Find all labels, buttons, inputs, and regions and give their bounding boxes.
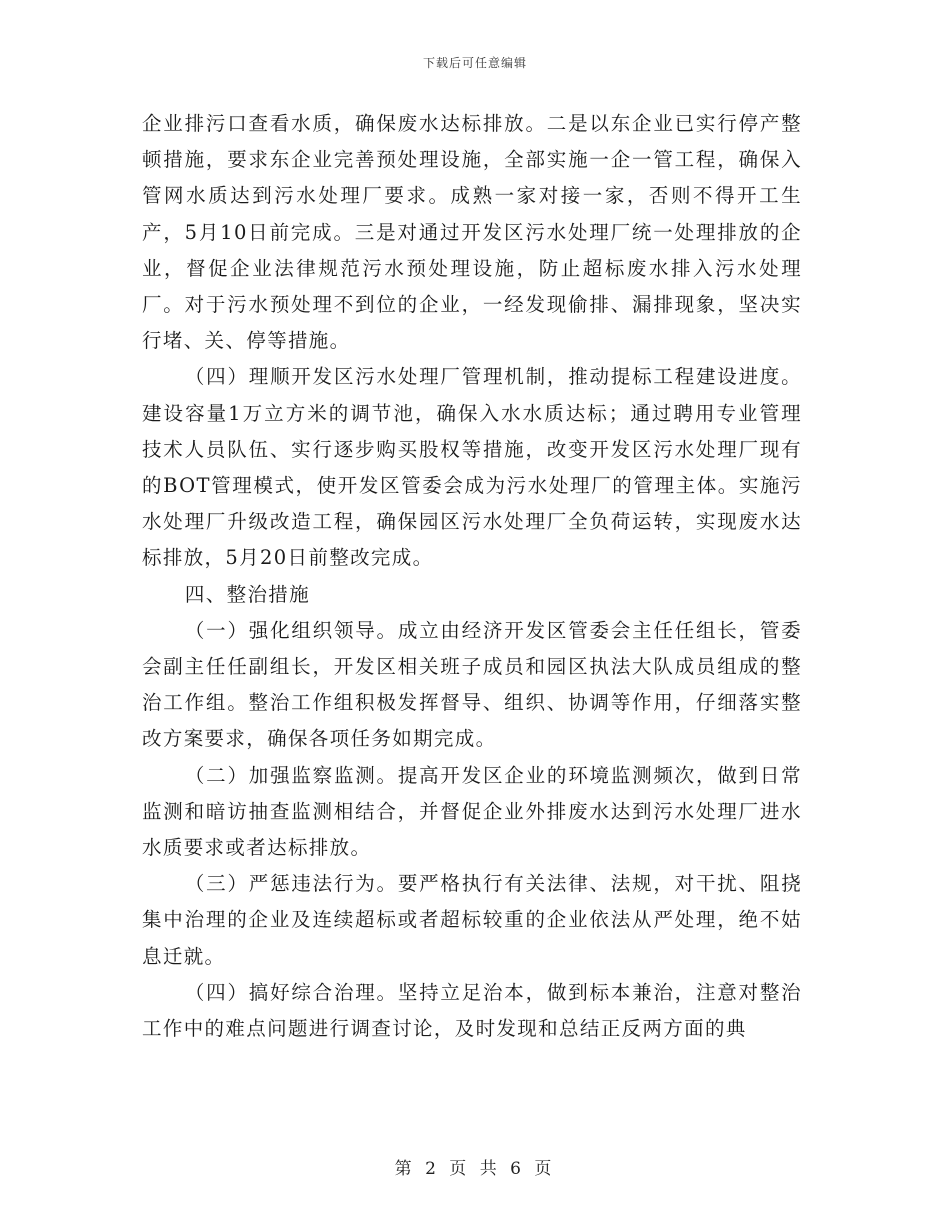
paragraph-6: （四）搞好综合治理。坚持立足治本，做到标本兼治，注意对整治工作中的难点问题进行调查讨论，及时发现和总结正反两方面的典 [142, 980, 802, 1041]
page-number: 第 2 页 共 6 页 [394, 1159, 556, 1179]
paragraph-3: （一）强化组织领导。成立由经济开发区管委会主任任组长，管委会副主任任副组长，开发区相关班子成员和园区执法大队成员组成的整治工作组。整治工作组积极发挥督导、组织、协调等作用，仔细落实整改方案要求，确保各项任务如期完成。 [142, 618, 802, 751]
page-header: 下载后可任意编辑 [422, 56, 527, 70]
paragraph-2: （四）理顺开发区污水处理厂管理机制，推动提标工程建设进度。建设容量1万立方米的调节池，确保入水水质达标；通过聘用专业管理技术人员队伍、实行逐步购买股权等措施，改变开发区污水处理厂现有的BOT管理模式，使开发区管委会成为污水处理厂的管理主体。实施污水处理厂升级改造工程，确保园区污水处理厂全负荷运转，实现废水达标排放，5月20日前整改完成。 [142, 365, 802, 570]
paragraph-5: （三）严惩违法行为。要严格执行有关法律、法规，对干扰、阻挠集中治理的企业及连续超标或者超标较重的企业依法从严处理，绝不姑息迁就。 [142, 872, 802, 968]
paragraph-1: 企业排污口查看水质，确保废水达标排放。二是以东企业已实行停产整顿措施，要求东企业完善预处理设施，全部实施一企一管工程，确保入管网水质达到污水处理厂要求。成熟一家对接一家，否则不得开工生产，5月10日前完成。三是对通过开发区污水处理厂统一处理排放的企业，督促企业法律规范污水预处理设施，防止超标废水排入污水处理厂。对于污水预处理不到位的企业，一经发现偷排、漏排现象，坚决实行堵、关、停等措施。 [142, 112, 802, 353]
document-body [142, 106, 802, 1047]
section-heading: 四、整治措施 [184, 582, 310, 606]
paragraph-4: （二）加强监察监测。提高开发区企业的环境监测频次，做到日常监测和暗访抽查监测相结合，并督促企业外排废水达到污水处理厂进水水质要求或者达标排放。 [142, 763, 802, 860]
